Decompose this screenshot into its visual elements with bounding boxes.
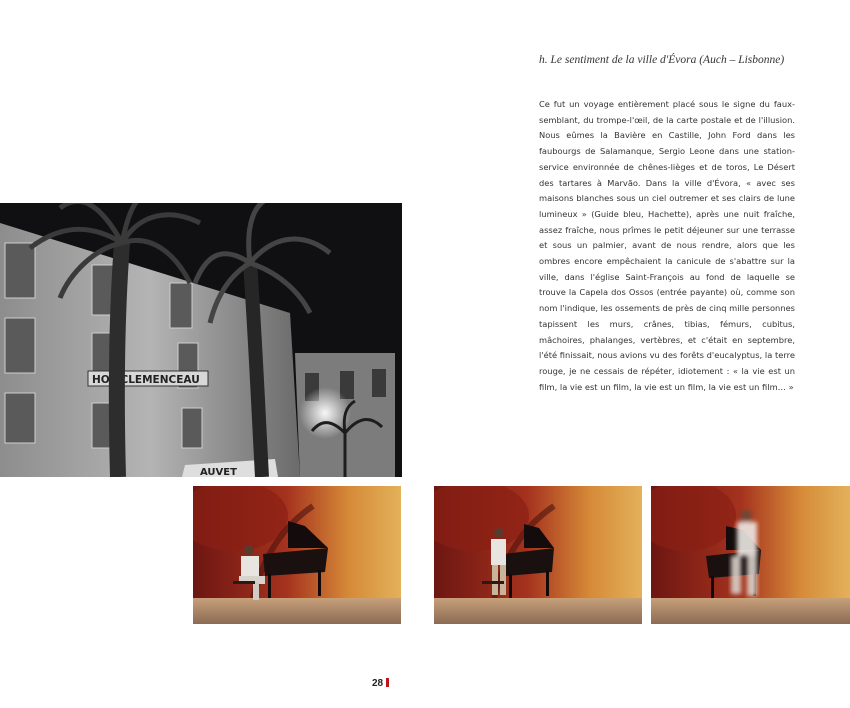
stage-photo-walking-man [651,486,850,624]
awning-text: AUVET [200,467,237,477]
hotel-night-photo [0,203,402,477]
section-heading: h. Le sentiment de la ville d'Évora (Auch – Lisbonne) [539,54,785,66]
page-number-text: 28 [372,678,384,689]
stage-photo-seated-pianist [193,486,401,624]
hotel-sign-text: HOT CLEMENCEAU [92,374,200,386]
page-marker [386,678,389,687]
stage-photo-standing-pianist [434,486,642,624]
body-paragraph: Ce fut un voyage entièrement placé sous le signe du faux-semblant, du trompe-l'œil, de la carte postale et de l'illusion. Nous eûmes la Bavière en Castille, John Ford dans les faubourgs de Salamanque, Sergio Leone dans une station-service environnée de chênes-lièges et de toros, Le Désert des tartares à Marvão. Dans la ville d'Évora, « avec ses maisons blanches sous un ciel outremer et ses clairs de lune lumineux » (Guide bleu, Hachette), après une nuit fraîche, assez fraîche, nous prîmes le petit déjeuner sur une terrasse et sous un palmier, avant de nous rendre, alors que les ombres encore empêchaient la canicule de s'abattre sur la ville, dans l'église Saint-François au fond de laquelle se trouve la Capela dos Ossos (entrée payante) où, comme son nom l'indique, les ossements de près de cinq mille personnes tapissent les murs, crânes, tibias, fémurs, cubitus, mâchoires, phalanges, vertèbres, et c'était en septembre, l'été finissait, nous avions vu des forêts d'eucalyptus, la terre rouge, je ne cessais de répéter, idiotement : « la vie est un film, la vie est un film, la vie est un film, la vie est un film… » [539,99,796,392]
page-number [372,678,389,689]
